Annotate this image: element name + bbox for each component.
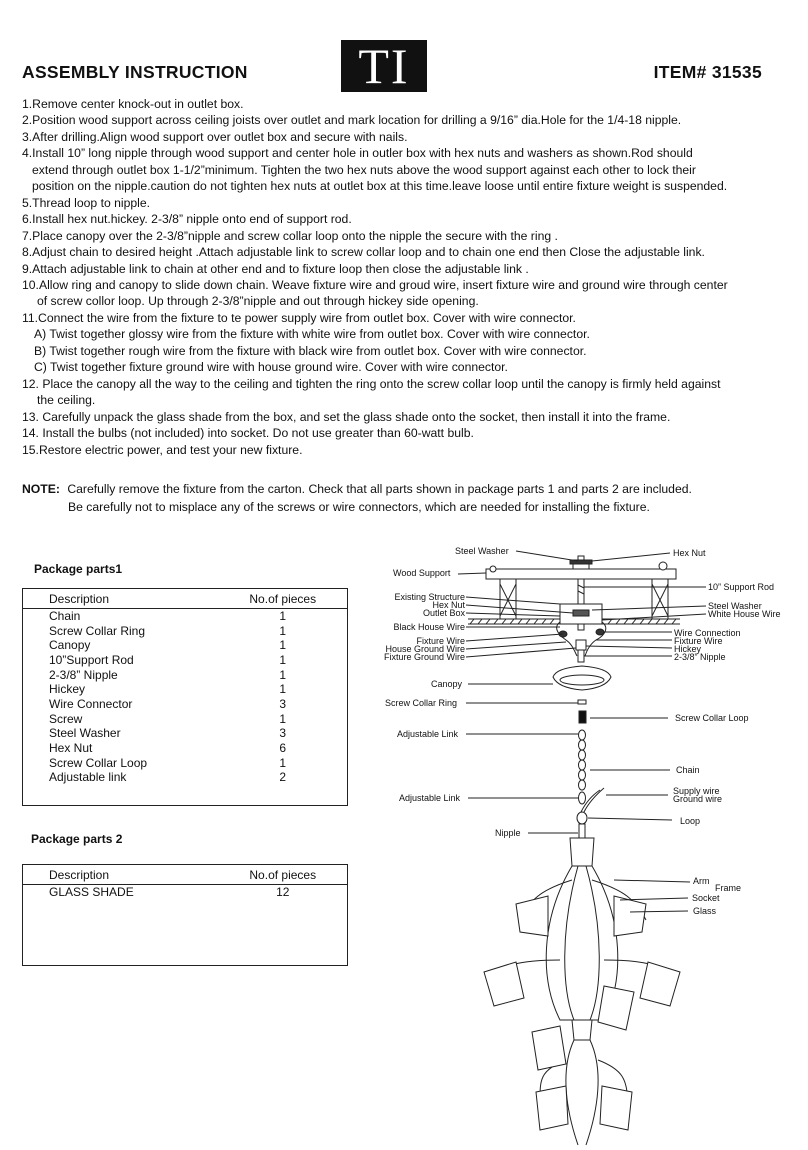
label-support-rod: 10” Support Rod <box>708 582 775 592</box>
col-pieces: No.of pieces <box>219 865 348 885</box>
note-line-1: Carefully remove the fixture from the carton. Check that all parts shown in package parts 1 and parts 2 are included. <box>67 482 692 496</box>
house-wire-right <box>585 622 606 656</box>
glass-shade <box>598 986 634 1030</box>
supply-wire <box>584 788 604 812</box>
part-quantity: 1 <box>279 711 287 726</box>
step-line: 12. Place the canopy all the way to the ceiling and tighten the ring onto the screw collar loop until the canopy is firmly held against <box>22 376 721 391</box>
step-line: extend through outlet box 1-1/2”minimum. Tighten the two hex nuts above the wood support against each other to lock their <box>32 162 696 177</box>
step-line: 5.Thread loop to nipple. <box>22 195 151 210</box>
nipple <box>579 824 585 838</box>
part-quantity: 12 <box>276 885 290 899</box>
leader-line <box>516 551 578 561</box>
col-description: Description <box>23 865 219 885</box>
hickey <box>576 640 586 650</box>
label-hex-nut: Hex Nut <box>673 548 706 558</box>
label-socket: Socket <box>692 893 720 903</box>
frame-top <box>570 838 594 866</box>
leader-line <box>586 646 672 648</box>
step-line: 2.Position wood support across ceiling joists over outlet and mark location for drilling a 9/16” dia.Hole for the 1/4-18 nipple. <box>22 113 682 128</box>
label-chain: Chain <box>676 765 700 775</box>
glass-shade <box>516 896 548 936</box>
label-fixture-ground-wire: Fixture Ground Wire <box>383 652 465 662</box>
ground-wire <box>581 790 600 812</box>
part-description: Adjustable link <box>49 770 127 785</box>
label-ground-wire: Ground wire <box>673 794 723 804</box>
part-description: Screw Collar Ring <box>49 623 146 638</box>
glass-shade <box>600 1086 632 1130</box>
part-description: 2-3/8” Nipple <box>49 667 118 682</box>
brand-logo: TI <box>341 40 427 92</box>
col-description: Description <box>23 589 219 609</box>
glass-shade <box>536 1086 568 1130</box>
frame-mid <box>572 1020 592 1040</box>
label-white-house-wire: White House Wire <box>708 609 781 619</box>
glass-shade <box>640 962 680 1006</box>
step-line: 9.Attach adjustable link to chain at other end and to fixture loop then close the adjustable link . <box>22 261 529 276</box>
label-nipple-238: 2-3/8” Nipple <box>674 652 726 662</box>
leader-line <box>458 573 486 574</box>
step-line: 4.Install 10” long nipple through wood support and center hole in outler box with hex nuts and washers as shown.Rod should <box>22 146 693 161</box>
package-parts-1-title: Package parts1 <box>34 562 123 576</box>
part-description: Hex Nut <box>49 740 93 755</box>
label-supply-wire: Supply wire <box>673 786 720 796</box>
label-fixture-wire-left: Fixture Wire <box>416 636 465 646</box>
glass-shade <box>614 896 646 936</box>
leader-line <box>466 613 560 616</box>
glass-shade <box>532 1026 566 1070</box>
part-description: Screw Collar Loop <box>49 755 148 770</box>
step-line: 14. Install the bulbs (not included) into socket. Do not use greater than 60-watt bulb. <box>22 426 474 441</box>
hex-nut-box <box>573 610 589 616</box>
label-black-house-wire: Black House Wire <box>393 622 465 632</box>
step-line: C) Twist together fixture ground wire with house ground wire. Cover with wire connector. <box>34 360 508 375</box>
step-line: of screw collor loop. Up through 2-3/8”nipple and out through hickey side opening. <box>37 294 479 309</box>
label-adjustable-link-bottom: Adjustable Link <box>399 793 461 803</box>
leader-line <box>466 597 560 604</box>
label-screw-collar-ring: Screw Collar Ring <box>385 698 458 708</box>
label-hex-nut-box: Hex Nut <box>432 600 465 610</box>
frame-lower <box>566 1040 598 1145</box>
part-quantity: 1 <box>279 682 287 697</box>
part-description: Hickey <box>49 682 86 697</box>
step-line: 15.Restore electric power, and test your new fixture. <box>22 442 303 457</box>
wood-support <box>486 569 676 579</box>
part-description: Chain <box>49 609 81 623</box>
fixture-loop <box>577 812 587 824</box>
screw-collar-ring <box>578 700 586 704</box>
label-steel-washer: Steel Washer <box>455 546 509 556</box>
package-parts-2-title: Package parts 2 <box>31 832 123 846</box>
label-canopy: Canopy <box>431 679 463 689</box>
part-quantity: 3 <box>279 696 287 711</box>
part-quantity: 1 <box>279 623 287 638</box>
step-line: 1.Remove center knock-out in outlet box. <box>22 97 244 111</box>
leader-line <box>592 553 670 561</box>
step-line: position on the nipple.caution do not tighten hex nuts at outlet box at this time.leave loose until entire fixture weight is suspended. <box>32 179 728 194</box>
part-quantity: 1 <box>279 652 287 667</box>
leader-line <box>466 605 573 613</box>
leader-line <box>466 648 576 657</box>
leader-line <box>466 634 563 641</box>
label-existing-structure: Existing Structure <box>394 592 465 602</box>
leader-line <box>466 642 566 649</box>
part-quantity: 3 <box>279 726 287 741</box>
label-nipple: Nipple <box>495 828 521 838</box>
wire-connector <box>596 629 604 635</box>
step-line: 7.Place canopy over the 2-3/8”nipple and screw collar loop onto the nipple the secure with the ring . <box>22 228 558 243</box>
part-description: Wire Connector <box>49 696 133 711</box>
step-line: 6.Install hex nut.hickey. 2-3/8” nipple onto end of support rod. <box>22 212 352 227</box>
chain <box>579 730 586 804</box>
part-description: Screw <box>49 711 83 726</box>
label-loop: Loop <box>680 816 701 826</box>
step-line: B) Twist together rough wire from the fixture with black wire from outlet box. Cover with wire connector. <box>34 343 587 358</box>
part-quantity: 1 <box>279 638 287 653</box>
part-quantity: 1 <box>279 609 287 623</box>
part-description: Steel Washer <box>49 726 121 741</box>
col-pieces: No.of pieces <box>219 589 348 609</box>
part-quantity: 1 <box>279 667 287 682</box>
screw-collar-loop <box>579 711 586 723</box>
glass-shade <box>484 962 524 1006</box>
label-house-ground-wire: House Ground Wire <box>385 644 465 654</box>
label-glass: Glass <box>693 906 717 916</box>
label-arm: Arm <box>693 876 710 886</box>
note-label: NOTE: <box>22 482 60 496</box>
leader-line <box>614 880 690 882</box>
note-line-2: Be carefully not to misplace any of the screws or wire connectors, which are needed for installing the fixture. <box>68 500 650 514</box>
step-line: A) Twist together glossy wire from the fixture with white wire from outlet box. Cover with wire connector. <box>34 327 590 342</box>
part-quantity: 2 <box>279 770 287 785</box>
step-line: 11.Connect the wire from the fixture to te power supply wire from outlet box. Cover with wire connector. <box>22 310 576 325</box>
nipple-238 <box>578 650 584 662</box>
label-frame: Frame <box>715 883 742 893</box>
part-quantity: 6 <box>279 740 287 755</box>
label-screw-collar-loop: Screw Collar Loop <box>675 713 749 723</box>
item-number: ITEM# 31535 <box>653 62 762 82</box>
step-line: 10.Allow ring and canopy to slide down chain. Weave fixture wire and groud wire, insert fixture wire and ground wire through center <box>22 277 728 292</box>
nail <box>659 562 667 570</box>
part-description: Canopy <box>49 638 91 653</box>
label-wire-connection: Wire Connection <box>674 628 741 638</box>
label-fixture-wire-right: Fixture Wire <box>674 636 723 646</box>
hex-nut-top <box>573 564 589 569</box>
leader-line <box>588 818 672 820</box>
part-quantity: 1 <box>279 755 287 770</box>
leader-line <box>592 606 706 610</box>
step-line: 13. Carefully unpack the glass shade from the box, and set the glass shade onto the socket, then install it into the frame. <box>22 409 671 424</box>
nail <box>490 566 496 572</box>
part-description: GLASS SHADE <box>49 885 134 899</box>
frame-arms-inner <box>565 866 600 1020</box>
part-description: 10”Support Rod <box>49 652 134 667</box>
label-steel-washer-right: Steel Washer <box>708 601 762 611</box>
doc-title: ASSEMBLY INSTRUCTION <box>22 62 248 82</box>
step-line: 3.After drilling.Align wood support over outlet box and secure with nails. <box>22 129 408 144</box>
label-hickey: Hickey <box>674 644 702 654</box>
step-line: 8.Adjust chain to desired height .Attach adjustable link to screw collar loop and to chain one end then Close the adjustable link. <box>22 245 705 260</box>
label-outlet-box: Outlet Box <box>422 608 465 618</box>
label-adjustable-link-top: Adjustable Link <box>397 729 459 739</box>
step-line: the ceiling. <box>37 393 96 408</box>
label-wood-support: Wood Support <box>393 568 451 578</box>
